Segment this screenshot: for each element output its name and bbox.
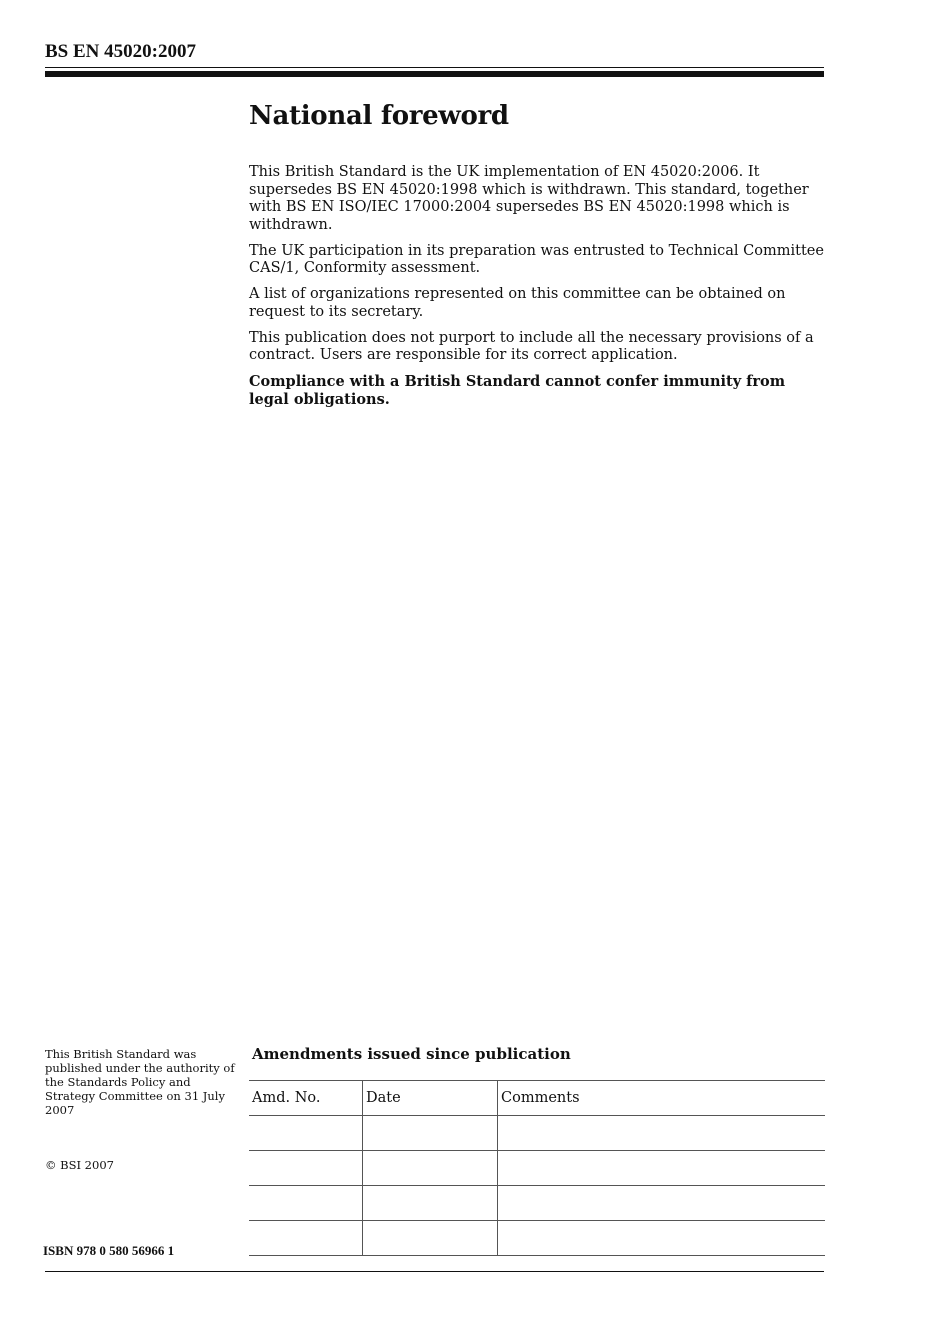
- isbn: ISBN 978 0 580 56966 1: [43, 1243, 175, 1258]
- table-row: [249, 1221, 825, 1256]
- amendments-title: Amendments issued since publication: [252, 1045, 571, 1063]
- copyright-notice: © BSI 2007: [45, 1158, 114, 1172]
- footer-rule: [45, 1271, 824, 1272]
- table-cell: [363, 1116, 498, 1151]
- paragraph-committee: The UK participation in its preparation was entrusted to Technical Committee CAS/1, Conformity assessment.: [249, 242, 824, 276]
- paragraph-disclaimer: This publication does not purport to include all the necessary provisions of a contract. Users are responsible for its correct application.: [249, 329, 814, 363]
- table-cell: [498, 1151, 826, 1186]
- publication-note: This British Standard was published under the authority of the Standards Policy and Strategy Committee on 31 July 2007: [45, 1047, 235, 1117]
- column-header-comments: Comments: [498, 1081, 826, 1116]
- column-header-date: Date: [363, 1081, 498, 1116]
- table-cell: [363, 1221, 498, 1256]
- table-cell: [498, 1186, 826, 1221]
- amendments-table: [249, 1080, 825, 1256]
- table-cell: [249, 1186, 363, 1221]
- table-cell: [363, 1151, 498, 1186]
- paragraph-organizations: A list of organizations represented on this committee can be obtained on request to its secretary.: [249, 286, 786, 320]
- foreword-body: [249, 164, 829, 417]
- paragraph-implementation: This British Standard is the UK implementation of EN 45020:2006. It supersedes BS EN 45020:1998 which is withdrawn. This standard, together with BS EN ISO/IEC 17000:2004 supersedes BS EN 45020:1998 which is withdrawn.: [249, 164, 809, 233]
- table-header-row: [249, 1081, 825, 1116]
- publication-sidebar: [45, 1047, 235, 1117]
- table-cell: [498, 1116, 826, 1151]
- table-cell: [249, 1221, 363, 1256]
- table-row: [249, 1116, 825, 1151]
- column-header-amd-no: Amd. No.: [249, 1081, 363, 1116]
- table-cell: [249, 1151, 363, 1186]
- table-row: [249, 1151, 825, 1186]
- page-title: National foreword: [249, 101, 509, 131]
- table-cell: [249, 1116, 363, 1151]
- paragraph-compliance: Compliance with a British Standard cannot confer immunity from legal obligations.: [249, 373, 786, 408]
- header-rule-thick: [45, 71, 824, 77]
- document-code: BS EN 45020:2007: [45, 41, 196, 62]
- table-cell: [363, 1186, 498, 1221]
- header-rule-thin: [45, 67, 824, 68]
- table-cell: [498, 1221, 826, 1256]
- table-row: [249, 1186, 825, 1221]
